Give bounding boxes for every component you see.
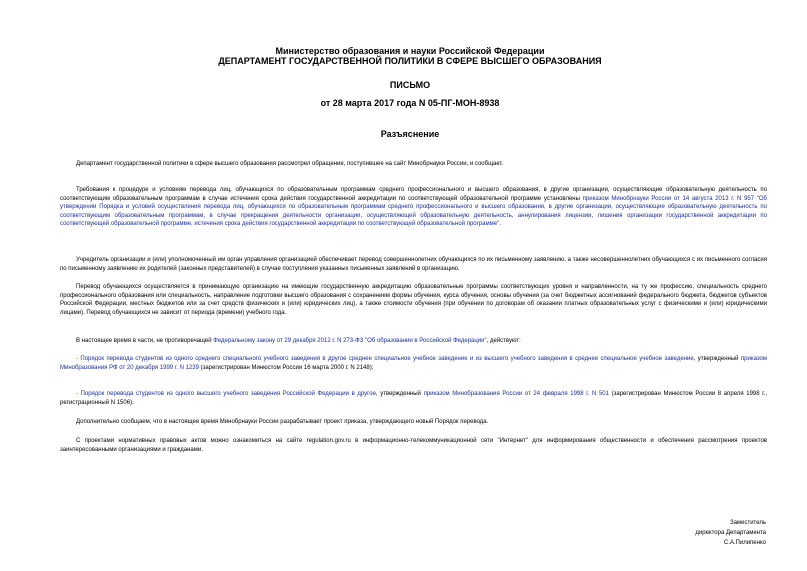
list-item-order-501-end: (зарегистрирован Минюстом России 8 апреля 1998 г., регистрационный N 1506).: [60, 391, 768, 406]
paragraph-transfer: Перевод обучающихся осуществляется в принимающую организацию на имеющие государственную аккредитацию образовательные программы соответствующих уровня и направленности, на ту же профессию, специальность среднего профессионального образования или специальность, направление подготовки высшего образования с сохранением формы обучения, курса обучения, основы обучения (за счет бюджетных ассигнований федерального бюджета, бюджетов субъектов Российской Федерации, местных бюджетов или за счет средств физических и (или) юридических лиц), а также стоимости обучения (при обучении по договорам об оказании платных образовательных услуг с физическими и (или) юридическими лицами). Перевод обучающихся не зависит от периода (времени) учебного года.: [60, 284, 767, 316]
order-1239-link[interactable]: приказом Минобразования РФ от 20 декабря 1999 г. N 1239: [60, 356, 768, 371]
federal-law-273-link[interactable]: Федеральному закону от 29 декабря 2012 г. N 273-ФЗ "Об образовании в Российской Федерации": [213, 338, 487, 344]
paragraph-in-force-text: В настоящее время в части, не противоречащей: [76, 338, 214, 344]
list-item-order-1239-end: (зарегистрирован Минюстом России 16 марта 2000 г. N 2148);: [198, 364, 374, 371]
paragraph-in-force-end: , действуют:: [486, 338, 521, 344]
order-957-link[interactable]: приказом Минобрнауки России от 14 августа 2013 г. N 957 "Об утверждении Порядка и условий осуществления перевода лиц, обучающихся по образовательным программам среднего профессионального и высшего образования, в другие организации, осуществляющие образовательную деятельность по соответствующим образовательным программам, в случае прекращения деятельности организации, осуществляющей образовательную деятельность, аннулирования лицензии, лишения организации государственной аккредитации по соответствующей образовательной программе, истечения срока действия государственной аккредитации по соответствующей образовательной программе": [60, 195, 767, 228]
list-item-order-1239: [60, 355, 767, 372]
paragraph-additional: Дополнительно сообщаем, что в настоящее время Минобрнауки России разрабатывает проект приказа, утверждающего новый Порядок перевода.: [76, 419, 489, 425]
paragraph-requirements-text: Требования к процедуре и условиям перевода лиц, обучающихся по образовательным программам среднего профессионального и высшего образования, в другие организации, осуществляющие образовательную деятельность по соответствующим образовательным программам в случае истечения срока действия государственной аккредитации по соответствующей образовательной программе установлены: [60, 187, 767, 202]
transfer-procedure-secondary-link[interactable]: Порядок перевода студентов из одного среднего специального учебного заведения в другое среднее специальное учебное заведение и из высшего учебного заведения в среднее специальное учебное заведение: [80, 356, 694, 362]
document-subtitle: Разъяснение: [380, 129, 440, 139]
paragraph-regulation: С проектами нормативных правовых актов можно ознакомиться на сайте regulation.gov.ru в информационно-телекоммуникационной сети "Интернет" для информирования общественности и обеспечения рассмотрения проектов заинтересованными организациями и гражданами.: [60, 438, 767, 453]
paragraph-in-force: [60, 337, 767, 346]
department-title: ДЕПАРТАМЕНТ ГОСУДАРСТВЕННОЙ ПОЛИТИКИ В СФЕРЕ ВЫСШЕГО ОБРАЗОВАНИЯ: [218, 56, 602, 66]
signature-name: С.А.Пилипенко: [723, 540, 766, 546]
paragraph-founder: Учредитель организации и (или) уполномоченный им орган управления организацией обеспечивает перевод совершеннолетних обучающихся по их письменному заявлению, а также несовершеннолетних обучающихся с их письменного согласия по письменному заявлению их родителей (законных представителей) в случае поступления указанных письменных заявлений в организацию.: [60, 257, 767, 272]
order-501-link[interactable]: приказом Минобразования России от 24 февраля 1998 г. N 501: [423, 391, 609, 397]
document-date-number: от 28 марта 2017 года N 05-ПГ-МОН-8938: [320, 98, 500, 108]
bullet-marker: -: [76, 356, 81, 362]
bullet-marker: -: [76, 391, 81, 397]
paragraph-requirements: [60, 186, 767, 229]
transfer-procedure-higher-link[interactable]: Порядок перевода студентов из одного высшего учебного заведения Российской Федерации в другое: [80, 391, 376, 397]
list-item-order-501-text: , утвержденный: [375, 391, 424, 397]
ministry-title: Министерство образования и науки Российской Федерации: [275, 46, 545, 56]
signature-title-1: Заместитель: [730, 520, 766, 526]
signature-title-2: директора Департамента: [695, 530, 766, 536]
paragraph-requirements-end: .: [499, 221, 501, 228]
paragraph-intro: Департамент государственной политики в сфере высшего образования рассмотрел обращение, поступившее на сайт Минобрнауки России, и сообщает.: [76, 161, 504, 167]
list-item-order-501: [60, 390, 767, 407]
document-type: ПИСЬМО: [389, 80, 431, 90]
list-item-order-1239-text: , утвержденный: [693, 356, 741, 362]
